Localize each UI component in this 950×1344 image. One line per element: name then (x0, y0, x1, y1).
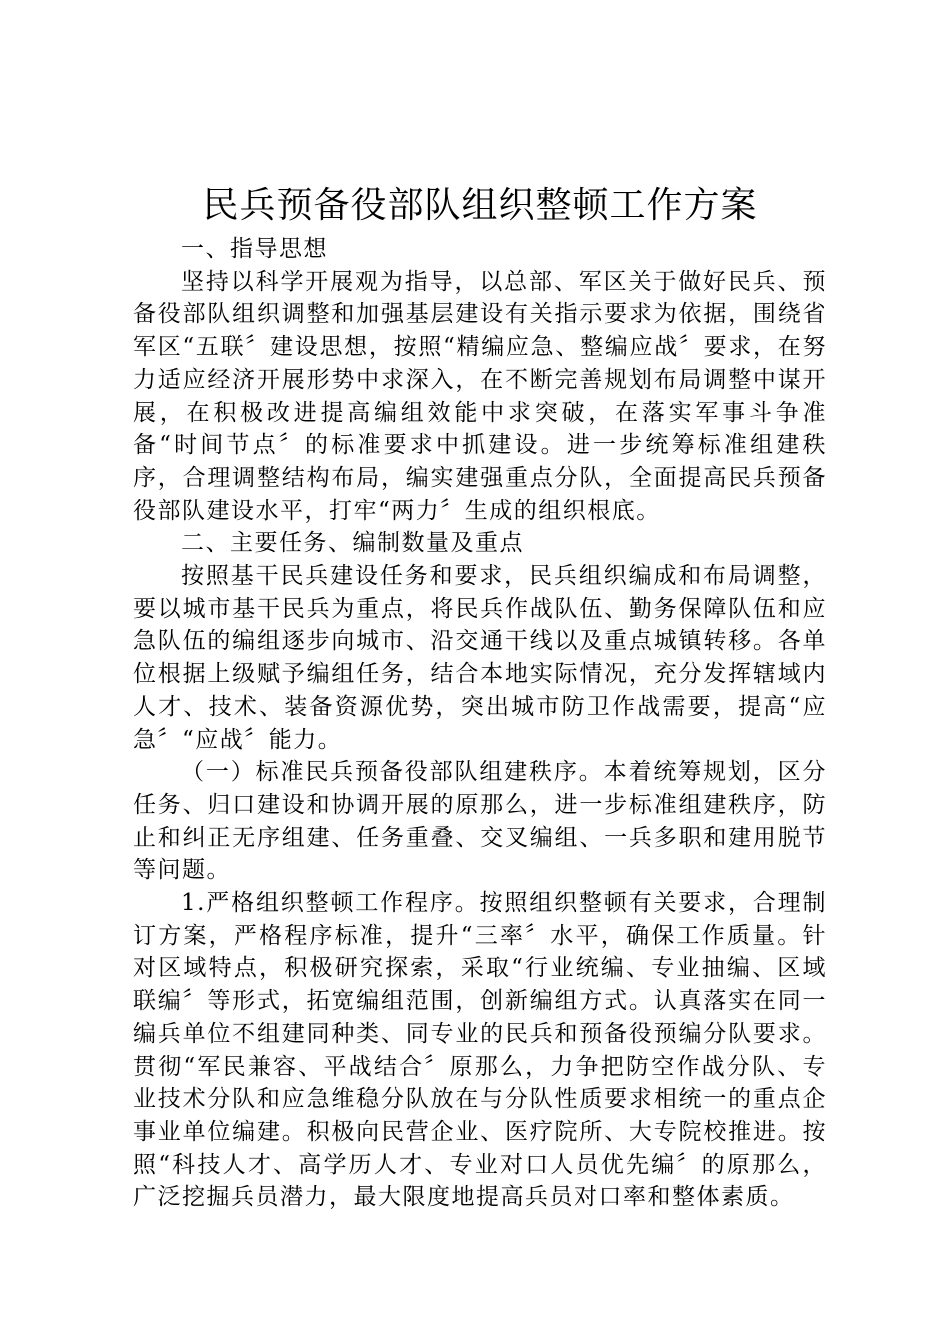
section-heading-guiding-ideology: 一、指导思想 (181, 236, 328, 262)
paragraph-guiding-ideology: 坚持以科学开展观为指导，以总部、军区关于做好民兵、预备役部队组织调整和加强基层建设有关指示要求为依据，围绕省军区“五联〞建设思想，按照“精编应急、整编应战〞要求，在努力适应经济开展形势中求深入，在不断完善规划布局调整中谋开展，在积极改进提高编组效能中求突破，在落实军事斗争准备“时间节点〞的标准要求中抓建设。进一步统筹标准组建秩序，合理调整结构布局，编实建强重点分队，全面提高民兵预备役部队建设水平，打牢“两力〞生成的组织根底。 (133, 268, 827, 524)
paragraph-main-tasks: 按照基干民兵建设任务和要求，民兵组织编成和布局调整，要以城市基干民兵为重点，将民兵作战队伍、勤务保障队伍和应急队伍的编组逐步向城市、沿交通干线以及重点城镇转移。各单位根据上级赋予编组任务，结合本地实际情况，充分发挥辖域内人才、技术、装备资源优势，突出城市防卫作战需要，提高“应急〞“应战〞能力。 (133, 563, 827, 753)
section-heading-main-tasks: 二、主要任务、编制数量及重点 (181, 530, 524, 557)
document-body (133, 233, 827, 1214)
paragraph-strict-procedure: 1.严格组织整顿工作程序。按照组织整顿有关要求，合理制订方案，严格程序标准，提升“三率〞水平，确保工作质量。针对区域特点，积极研究探索，采取“行业统编、专业抽编、区域联编〞等形式，拓宽编组范围，创新编组方式。认真落实在同一编兵单位不组建同种类、同专业的民兵和预备役预编分队要求。贯彻“军民兼容、平战结合〞原那么，力争把防空作战分队、专业技术分队和应急维稳分队放在与分队性质要求相统一的重点企事业单位编建。积极向民营企业、医疗院所、大专院校推进。按照“科技人才、高学历人才、专业对口人员优先编〞的原那么，广泛挖掘兵员潜力，最大限度地提高兵员对口率和整体素质。 (133, 890, 827, 1211)
document-title: 民兵预备役部队组织整顿工作方案 (202, 185, 758, 226)
paragraph-standardize-order: （一）标准民兵预备役部队组建秩序。本着统筹规划，区分任务、归口建设和协调开展的原那么，进一步标准组建秩序，防止和纠正无序组建、任务重叠、交叉编组、一兵多职和建用脱节等问题。 (133, 759, 827, 884)
